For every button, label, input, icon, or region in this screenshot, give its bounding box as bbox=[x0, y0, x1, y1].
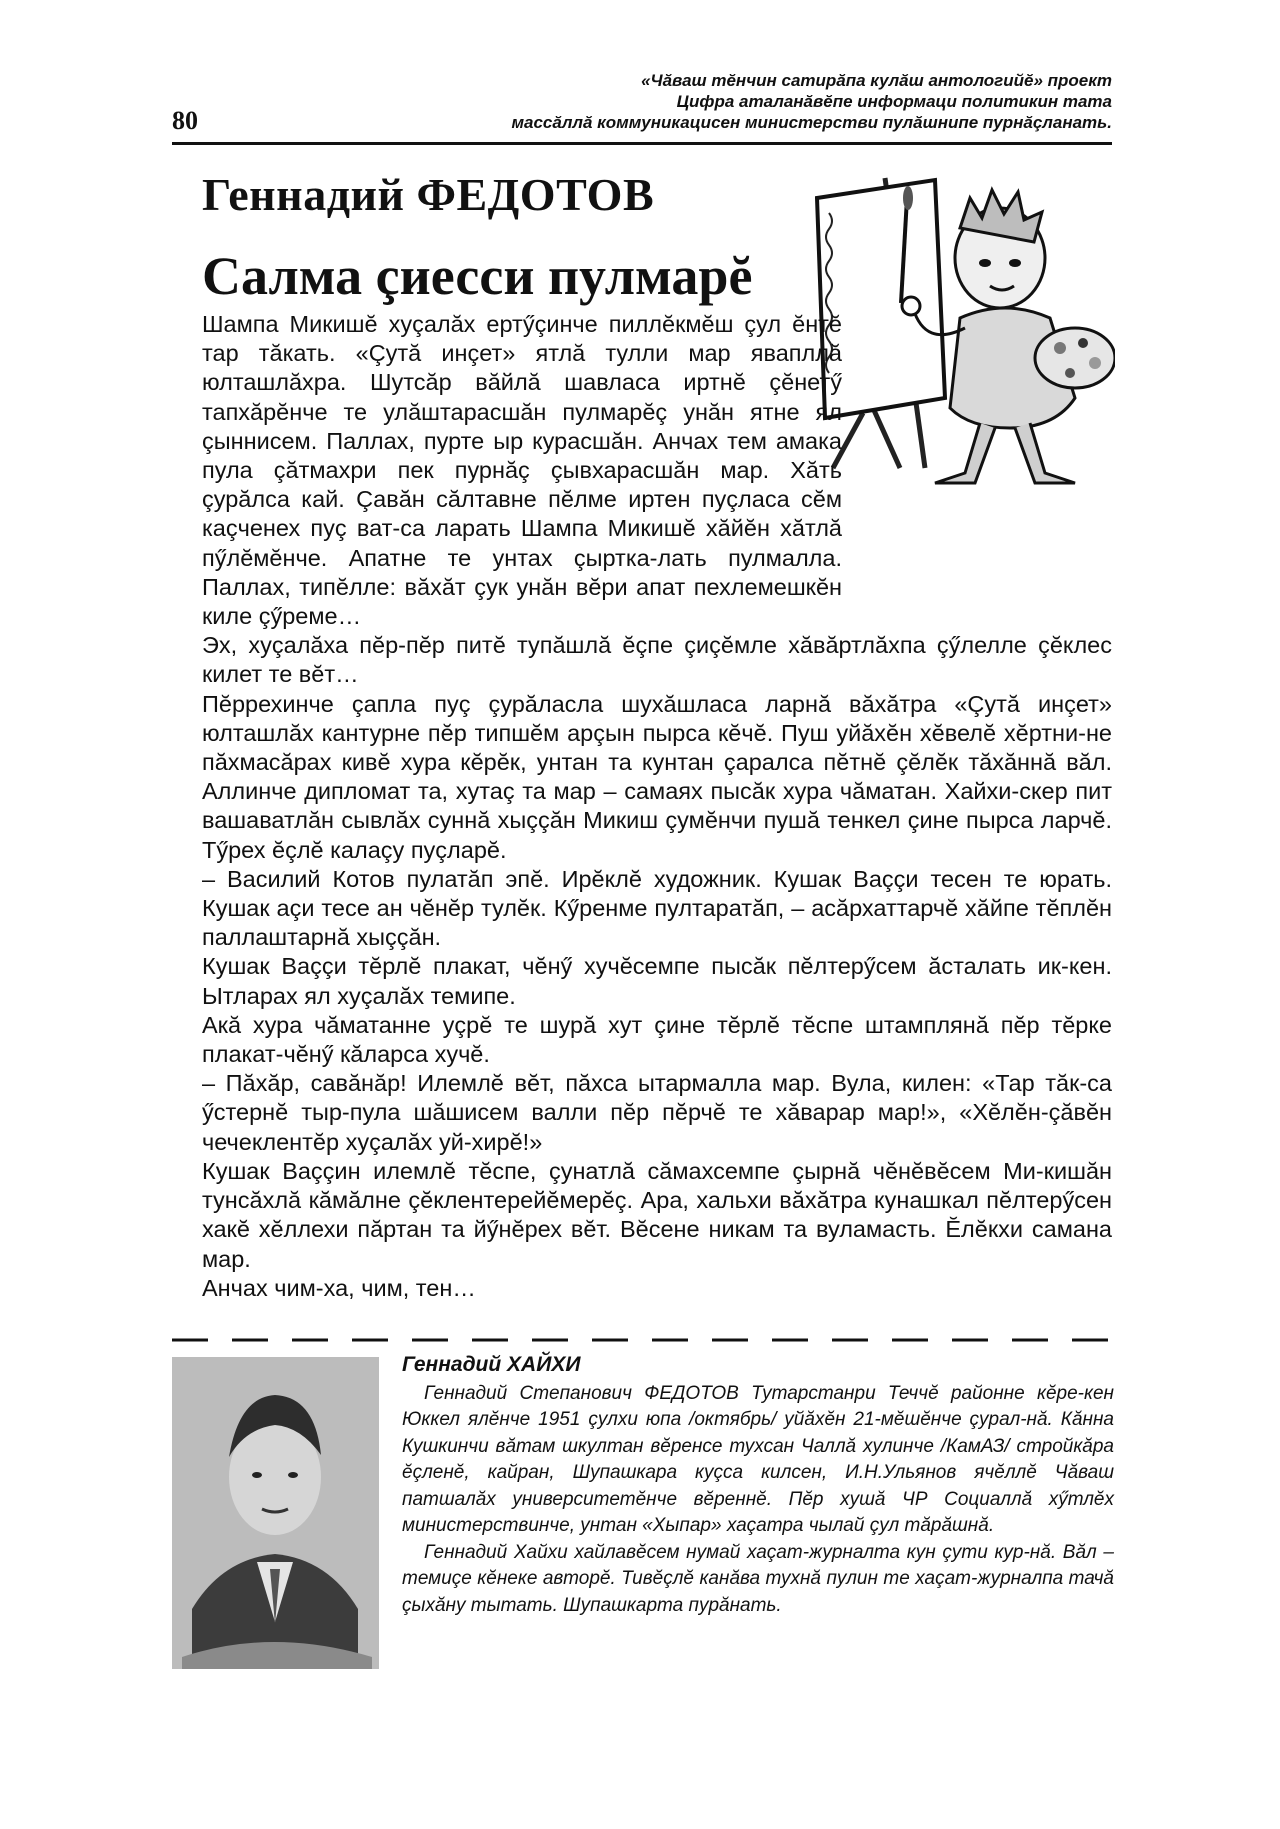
article-body bbox=[202, 310, 1112, 1303]
page-number: 80 bbox=[172, 106, 198, 135]
article-title: Салма çиесси пулмарĕ bbox=[202, 246, 753, 306]
header-line-3: массăллă коммуникацисен министерстви пулăшнипе пурнăçланать. bbox=[511, 113, 1112, 132]
article-paragraph: – Василий Котов пулатăп эпĕ. Ирĕклĕ художник. Кушак Ваççи тесен те юрать. Кушак аçи тесе ан чĕнĕр тулĕк. Кӳренме пултаратăп, – асăрхаттарчĕ хăйпе тĕплĕн паллаштарнă хыççăн. bbox=[202, 865, 1112, 951]
article-paragraph: Кушак Ваççи тĕрлĕ плакат, чĕнӳ хучĕсемпе пысăк пĕлтерӳсем ăсталать ик-кен. Ытларах ял хуçалăх темипе. bbox=[202, 953, 1112, 1009]
article-paragraph: Пĕррехинче çапла пуç çурăласла шухăшласа ларнă вăхăтра «Çутă инçет» юлташлăх кантурне пĕр типшĕм арçын пырса кĕчĕ. Пуш уйăхĕн хĕвелĕ хĕртни-не пăхмасăрах кивĕ хура кĕрĕк, унтан та кунтан çаралса пĕтнĕ çĕлĕк тăхăннă вăл. Аллинче дипломат та, хутаç та мар – самаях пысăк хура чăматан. Хайхи-скер пит вашаватлăн сывлăх суннă хыççăн Микиш çумĕнчи пушă тенкел çине пырса ларчĕ. Тӳрех ĕçлĕ калаçу пуçларĕ. bbox=[202, 690, 1112, 863]
header-line-2: Цифра аталанăвĕпе информаци политикин тата bbox=[676, 92, 1112, 111]
article-paragraph: Кушак Ваççин илемлĕ тĕспе, çунатлă сăмахсемпе çырнă чĕнĕвĕсем Ми-кишăн тунсăхлă кăмăлне çĕклентерейĕмерĕç. Ара, хальхи вăхăтра кунашкал пĕлтерӳсен хакĕ хĕллехи пăртан та йӳнĕрех вĕт. Вĕсене никам та вуламасть. Ĕлĕкхи самана мар. bbox=[202, 1157, 1112, 1272]
author-bio bbox=[402, 1352, 1114, 1619]
bio-title: Геннадий ХАЙХИ bbox=[402, 1353, 581, 1376]
author-portrait-photo bbox=[172, 1357, 379, 1669]
bio-paragraph: Геннадий Хайхи хайлавĕсем нумай хаçат-журналта кун çути кур-нă. Вăл – темиçе кĕнеке авторĕ. Тивĕçлĕ канăва тухнă пулин те хаçат-журналпа тачă çыхăну тытать. Шупашкарта пурăнать. bbox=[402, 1541, 1114, 1616]
header-line-1: «Чăваш тĕнчин сатирăпа кулăш антологийĕ» проект bbox=[641, 71, 1112, 90]
article-paragraph: Анчах чим-ха, чим, тен… bbox=[202, 1274, 476, 1301]
article-paragraph: Эх, хуçалăха пĕр-пĕр питĕ тупăшлă ĕçпе çиçĕмле хăвăртлăхпа çӳлелле çĕклес килет те вĕт… bbox=[202, 632, 1112, 688]
page-header bbox=[172, 70, 1112, 145]
header-project-info bbox=[511, 70, 1112, 133]
article-paragraph: – Пăхăр, савăнăр! Илемлĕ вĕт, пăхса ытармалла мар. Вула, килен: «Тар тăк-са ӳстернĕ тыр-пула шăшисем валли пĕр пĕрчĕ те хăварар мар!», «Хĕлĕн-çăвĕн чечеклентĕр хуçалăх уй-хирĕ!» bbox=[202, 1070, 1112, 1155]
bio-paragraph: Геннадий Степанович ФЕДОТОВ Тутарстанри Теччĕ районне кĕре-кен Юккел ялĕнче 1951 çулхи юпа /октябрь/ уйăхĕн 21-мĕшĕнче çурал-нă. Кăнна Кушкинчи вăтам шкултан вĕренсе тухсан Чаллă хулинче /КамАЗ/ стройкăра ĕçленĕ, кайран, Шупашкара куçса килсен, И.Н.Ульянов ячĕллĕ Чăваш патшалăх университетĕнче вĕреннĕ. Пĕр хушă ЧР Социаллă хӳтлĕх министерствинче, унтан «Хыпар» хаçатра чылай çул тăрăшнă. bbox=[402, 1382, 1114, 1536]
article-paragraph: Акă хура чăматанне уçрĕ те шурă хут çине тĕрлĕ тĕспе штамплянă пĕр тĕрке плакат-чĕнӳ кăларса хучĕ. bbox=[202, 1011, 1112, 1068]
article-author: Геннадий ФЕДОТОВ bbox=[202, 169, 655, 220]
article-paragraph: Шампа Микишĕ хуçалăх ертӳçинче пиллĕкмĕш çул ĕнтĕ тар тăкать. «Çутă инçет» ятлă тулли мар явапллă юлташлăхра. Шутсăр вăйлă шавласа иртнĕ çĕнетӳ тапхăрĕнче те улăштарасшăн пулмарĕç унăн ятне ял çыннисем. Паллах, пурте ыр курасшăн. Анчах тем амака пула çăтмахри пек пурнăç çывхарасшăн мар. Хăть çурăлса кай. Çавăн сăлтавне пĕлме иртен пуçласа сĕм каçченех пуç ват-са ларать Шампа Микишĕ хăйĕн хăтлă пӳлĕмĕнче. Апатне те унтах çыртка-лать пулмалла. Паллах, типĕлле: вăхăт çук унăн вĕри апат пехлемешкĕн киле çӳреме… bbox=[202, 311, 842, 630]
dashed-divider bbox=[172, 1338, 1112, 1342]
